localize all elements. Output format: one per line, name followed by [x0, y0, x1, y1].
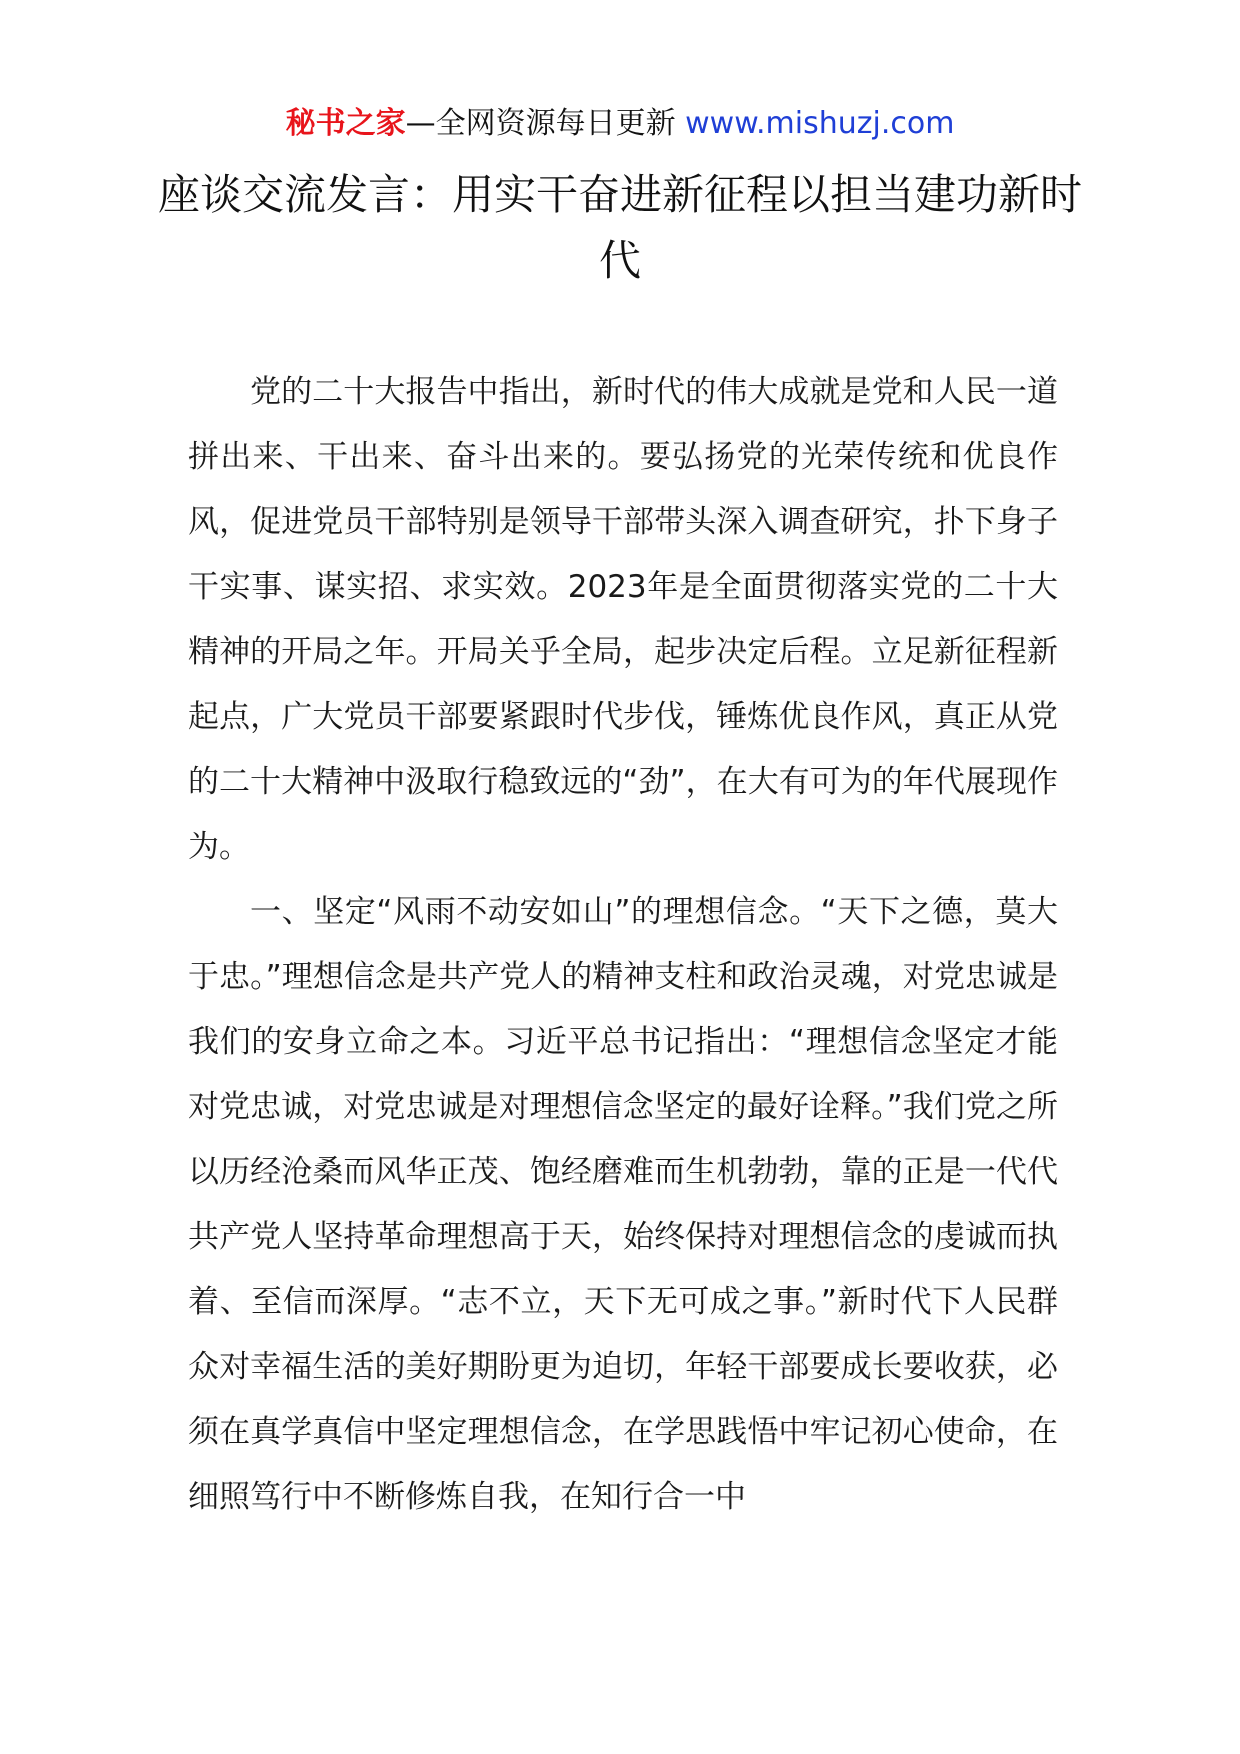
site-name: 秘书之家 — [285, 106, 406, 141]
site-header — [0, 104, 1240, 144]
paragraph-section-one: 一、坚定“风雨不动安如山”的理想信念。“天下之德，莫大于忠。”理想信念是共产党人的精神支柱和政治灵魂，对党忠诚是我们的安身立命之本。习近平总书记指出：“理想信念坚定才能对党忠诚，对党忠诚是对理想信念坚定的最好诠释。”我们党之所以历经沧桑而风华正茂、饱经磨难而生机勃勃，靠的正是一代代共产党人坚持革命理想高于天，始终保持对理想信念的虔诚而执着、至信而深厚。“志不立，天下无可成之事。”新时代下人民群众对幸福生活的美好期盼更为迫切，年轻干部要成长要收获，必须在真学真信中坚定理想信念，在学思践悟中牢记初心使命，在细照笃行中不断修炼自我，在知行合一中 — [188, 894, 1058, 1515]
document-body — [188, 360, 1058, 1530]
document-title: 座谈交流发言：用实干奋进新征程以担当建功新时代 — [157, 170, 1082, 285]
paragraph-intro: 党的二十大报告中指出，新时代的伟大成就是党和人民一道拼出来、干出来、奋斗出来的。要弘扬党的光荣传统和优良作风，促进党员干部特别是领导干部带头深入调查研究，扑下身子干实事、谋实招、求实效。2023年是全面贯彻落实党的二十大精神的开局之年。开局关乎全局，起步决定后程。立足新征程新起点，广大党员干部要紧跟时代步伐，锤炼优良作风，真正从党的二十大精神中汲取行稳致远的“劲”，在大有可为的年代展现作为。 — [188, 374, 1058, 865]
site-slogan: —全网资源每日更新 — [405, 106, 676, 141]
site-url-link[interactable]: www.mishuzj.com — [685, 106, 955, 141]
